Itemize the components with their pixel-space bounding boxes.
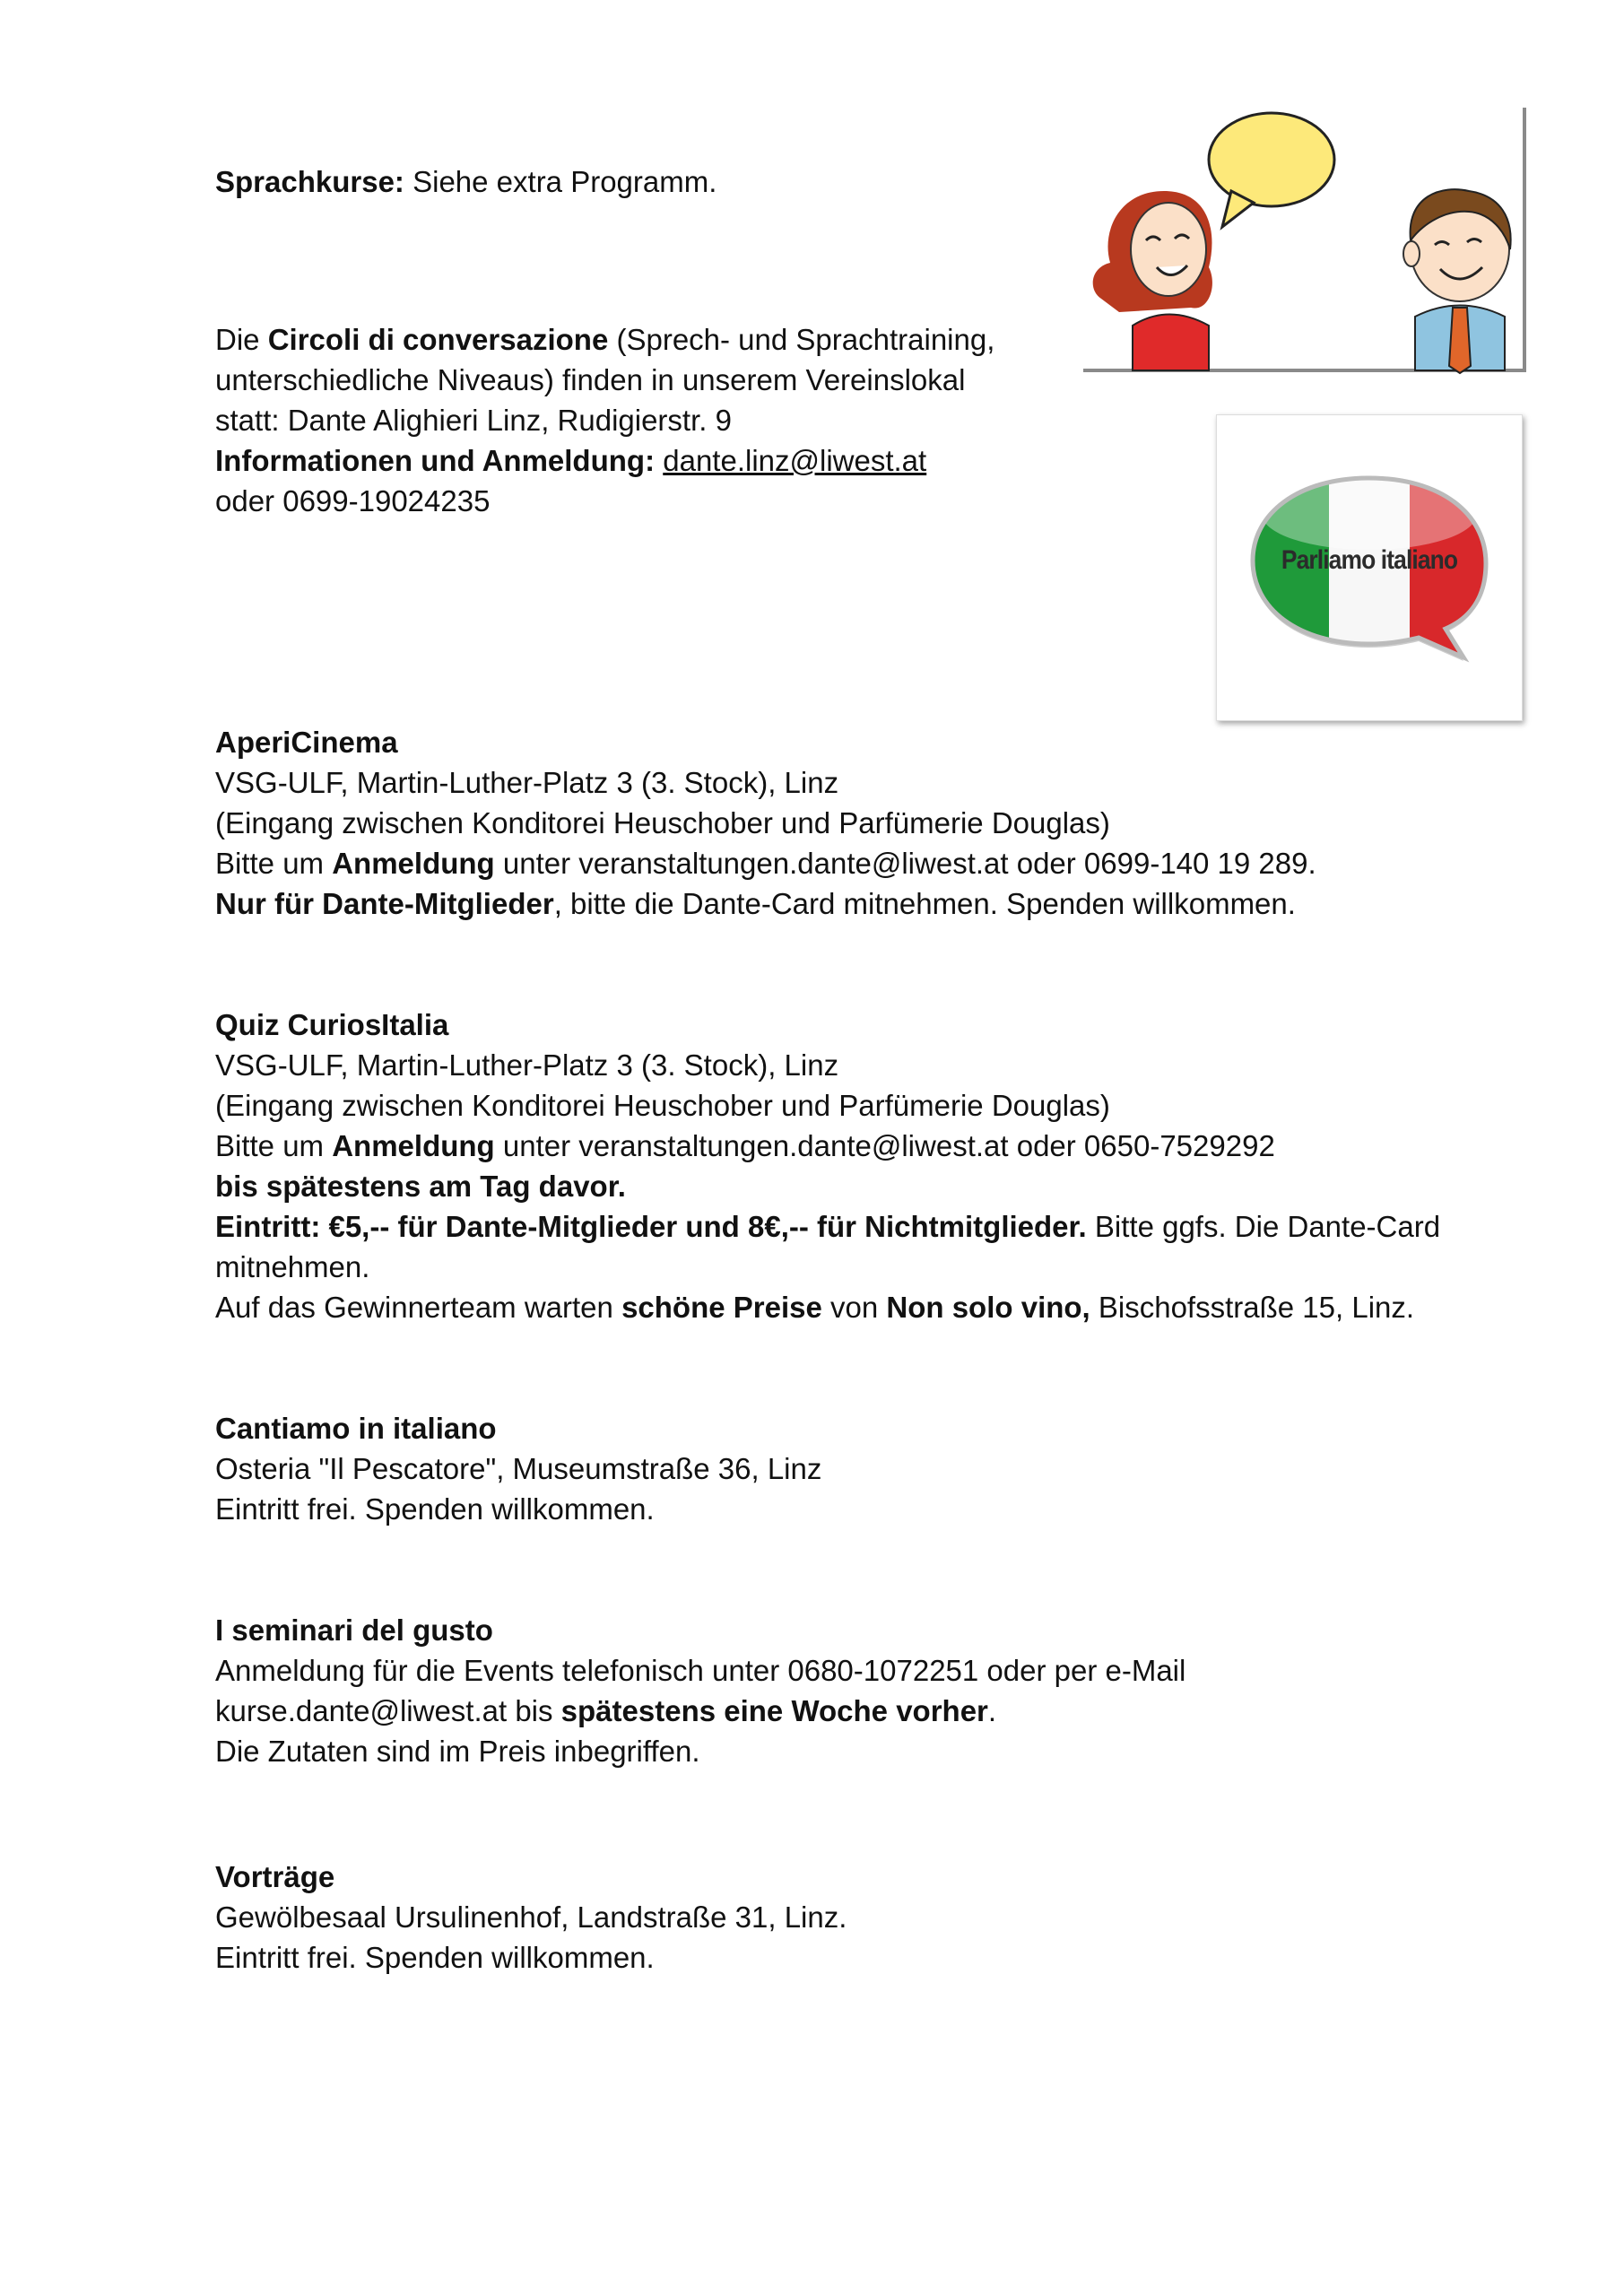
woman-icon xyxy=(1093,191,1212,370)
vortraege-section xyxy=(215,1857,847,1978)
quiz-title-line xyxy=(215,1004,1471,1045)
quiz-fee xyxy=(215,1206,1471,1247)
two-people-talking-illustration xyxy=(1083,106,1532,375)
reg-text: unter veranstaltungen.dante@liwest.at oder 0650-7529292 xyxy=(494,1129,1275,1162)
fee-text: Bitte ggfs. Die Dante-Card xyxy=(1086,1210,1441,1243)
reg-text: unter veranstaltungen.dante@liwest.at oder 0699-140 19 289. xyxy=(494,847,1316,880)
quiz-entrance: (Eingang zwischen Konditorei Heuschober und Parfümerie Douglas) xyxy=(215,1089,1110,1122)
badge-label: Parliamo italiano xyxy=(1281,545,1458,575)
speech-bubble-icon xyxy=(1209,113,1334,227)
members-bold: Nur für Dante-Mitglieder xyxy=(215,887,554,920)
apericinema-section xyxy=(215,722,1316,924)
cantiamo-title: Cantiamo in italiano xyxy=(215,1412,497,1445)
cantiamo-title-line xyxy=(215,1408,821,1448)
circoli-text: Die xyxy=(215,323,268,356)
quiz-prize xyxy=(215,1287,1471,1327)
vortraege-note: Eintritt frei. Spenden willkommen. xyxy=(215,1941,655,1974)
seminari-section xyxy=(215,1610,1185,1771)
circoli-line-5: oder 0699-19024235 xyxy=(215,484,491,517)
cantiamo-note: Eintritt frei. Spenden willkommen. xyxy=(215,1492,655,1526)
apericinema-address: VSG-ULF, Martin-Luther-Platz 3 (3. Stock), Linz xyxy=(215,766,839,799)
apericinema-title-line xyxy=(215,722,1316,762)
prize-text: von xyxy=(821,1291,887,1324)
seminari-line-3: Die Zutaten sind im Preis inbegriffen. xyxy=(215,1735,700,1768)
prize-text: Bischofsstraße 15, Linz. xyxy=(1090,1291,1415,1324)
circoli-section xyxy=(215,319,1022,521)
sprachkurse-line xyxy=(215,161,716,202)
quiz-registration xyxy=(215,1126,1471,1166)
circoli-title: Circoli di conversazione xyxy=(267,323,609,356)
vortraege-title: Vorträge xyxy=(215,1860,335,1893)
info-label: Informationen und Anmeldung: xyxy=(215,444,656,477)
seminari-text: . xyxy=(987,1694,997,1727)
deadline-bold: bis spätestens am Tag davor. xyxy=(215,1170,626,1203)
email-link[interactable]: dante.linz@liwest.at xyxy=(663,444,927,477)
quiz-fee-line-2: mitnehmen. xyxy=(215,1250,370,1283)
sprachkurse-label: Sprachkurse: xyxy=(215,165,404,198)
circoli-line-1 xyxy=(215,319,1022,360)
sprachkurse-text: Siehe extra Programm. xyxy=(404,165,717,198)
circoli-info-line xyxy=(215,440,1022,481)
reg-text: Bitte um xyxy=(215,847,333,880)
quiz-address: VSG-ULF, Martin-Luther-Platz 3 (3. Stock), Linz xyxy=(215,1048,839,1082)
quiz-deadline xyxy=(215,1166,1471,1206)
quiz-title: Quiz CuriosItalia xyxy=(215,1008,449,1041)
parliamo-italiano-badge xyxy=(1216,414,1523,721)
quiz-section xyxy=(215,1004,1471,1327)
circoli-text: (Sprech- und Sprachtraining, xyxy=(608,323,995,356)
reg-bold: Anmeldung xyxy=(332,847,495,880)
seminari-line-2 xyxy=(215,1691,1185,1731)
fee-bold: Eintritt: €5,-- für Dante-Mitglieder und 8€,-- für Nichtmitglieder. xyxy=(215,1210,1087,1243)
cantiamo-address: Osteria "Il Pescatore", Museumstraße 36, Linz xyxy=(215,1452,822,1485)
seminari-line-1: Anmeldung für die Events telefonisch unter 0680-1072251 oder per e-Mail xyxy=(215,1654,1186,1687)
sprachkurse-section xyxy=(215,161,716,202)
reg-bold: Anmeldung xyxy=(332,1129,495,1162)
apericinema-registration xyxy=(215,843,1316,883)
prize-bold: schöne Preise xyxy=(621,1291,822,1324)
seminari-title-line xyxy=(215,1610,1185,1650)
prize-bold: Non solo vino, xyxy=(886,1291,1090,1324)
seminari-title: I seminari del gusto xyxy=(215,1613,493,1647)
vortraege-address: Gewölbesaal Ursulinenhof, Landstraße 31, Linz. xyxy=(215,1900,847,1934)
vortraege-title-line xyxy=(215,1857,847,1897)
seminari-bold: spätestens eine Woche vorher xyxy=(560,1694,988,1727)
apericinema-members xyxy=(215,883,1316,924)
man-icon xyxy=(1403,189,1511,373)
apericinema-entrance: (Eingang zwischen Konditorei Heuschober und Parfümerie Douglas) xyxy=(215,806,1110,839)
prize-text: Auf das Gewinnerteam warten xyxy=(215,1291,622,1324)
apericinema-title: AperiCinema xyxy=(215,726,398,759)
members-text: , bitte die Dante-Card mitnehmen. Spenden willkommen. xyxy=(553,887,1296,920)
circoli-line-2: unterschiedliche Niveaus) finden in unserem Vereinslokal xyxy=(215,363,966,396)
reg-text: Bitte um xyxy=(215,1129,333,1162)
circoli-line-3: statt: Dante Alighieri Linz, Rudigierstr. 9 xyxy=(215,404,732,437)
seminari-text: kurse.dante@liwest.at bis xyxy=(215,1694,561,1727)
cantiamo-section xyxy=(215,1408,821,1529)
